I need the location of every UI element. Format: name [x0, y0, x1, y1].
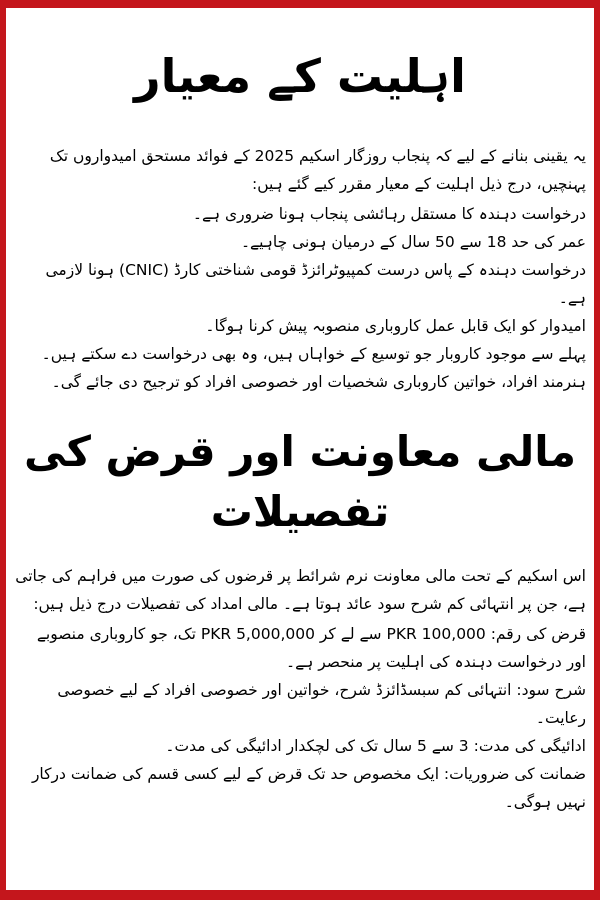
eligibility-heading: اہلیت کے معیار [134, 49, 466, 103]
finance-point: ضمانت کی ضروریات: ایک مخصوص حد تک قرض کے لیے کسی قسم کی ضمانت درکار نہیں ہوگی۔ [31, 765, 586, 811]
eligibility-intro: یہ یقینی بنانے کے لیے کہ پنجاب روزگار اسکیم 2025 کے فوائد مستحق امیدواروں تک پہنچیں، درج ذیل اہلیت کے معیار مقرر کیے گئے ہیں: [49, 147, 586, 193]
finance-point: ادائیگی کی مدت: 3 سے 5 سال تک کی لچکدار ادائیگی کی مدت۔ [165, 737, 586, 755]
eligibility-point: امیدوار کو ایک قابل عمل کاروباری منصوبہ پیش کرنا ہوگا۔ [205, 317, 586, 335]
finance-heading: مالی معاونت اور قرض کی تفصیلات [23, 427, 577, 536]
eligibility-point: پہلے سے موجود کاروبار جو توسیع کے خواہاں ہیں، وہ بھی درخواست دے سکتے ہیں۔ [41, 345, 586, 363]
eligibility-point: ہنرمند افراد، خواتین کاروباری شخصیات اور خصوصی افراد کو ترجیح دی جائے گی۔ [51, 373, 586, 391]
finance-point: قرض کی رقم: PKR 100,000 سے لے کر PKR 5,000,000 تک، جو کاروباری منصوبے اور درخواست دہندہ کی اہلیت پر منحصر ہے۔ [36, 625, 586, 671]
finance-intro: اس اسکیم کے تحت مالی معاونت نرم شرائط پر قرضوں کی صورت میں فراہم کی جاتی ہے، جن پر انتہائی کم شرح سود عائد ہوتا ہے۔ مالی امداد کی تفصیلات درج ذیل ہیں: [15, 567, 586, 613]
eligibility-point: عمر کی حد 18 سے 50 سال کے درمیان ہونی چاہیے۔ [240, 233, 586, 251]
article-body [14, 10, 586, 888]
eligibility-point: درخواست دہندہ کے پاس درست کمپیوٹرائزڈ قومی شناختی کارڈ (CNIC) ہونا لازمی ہے۔ [45, 261, 586, 307]
eligibility-point: درخواست دہندہ کا مستقل رہائشی پنجاب ہونا ضروری ہے۔ [192, 205, 586, 223]
finance-point: شرح سود: انتہائی کم سبسڈائزڈ شرح، خواتین اور خصوصی افراد کے لیے خصوصی رعایت۔ [57, 681, 586, 727]
